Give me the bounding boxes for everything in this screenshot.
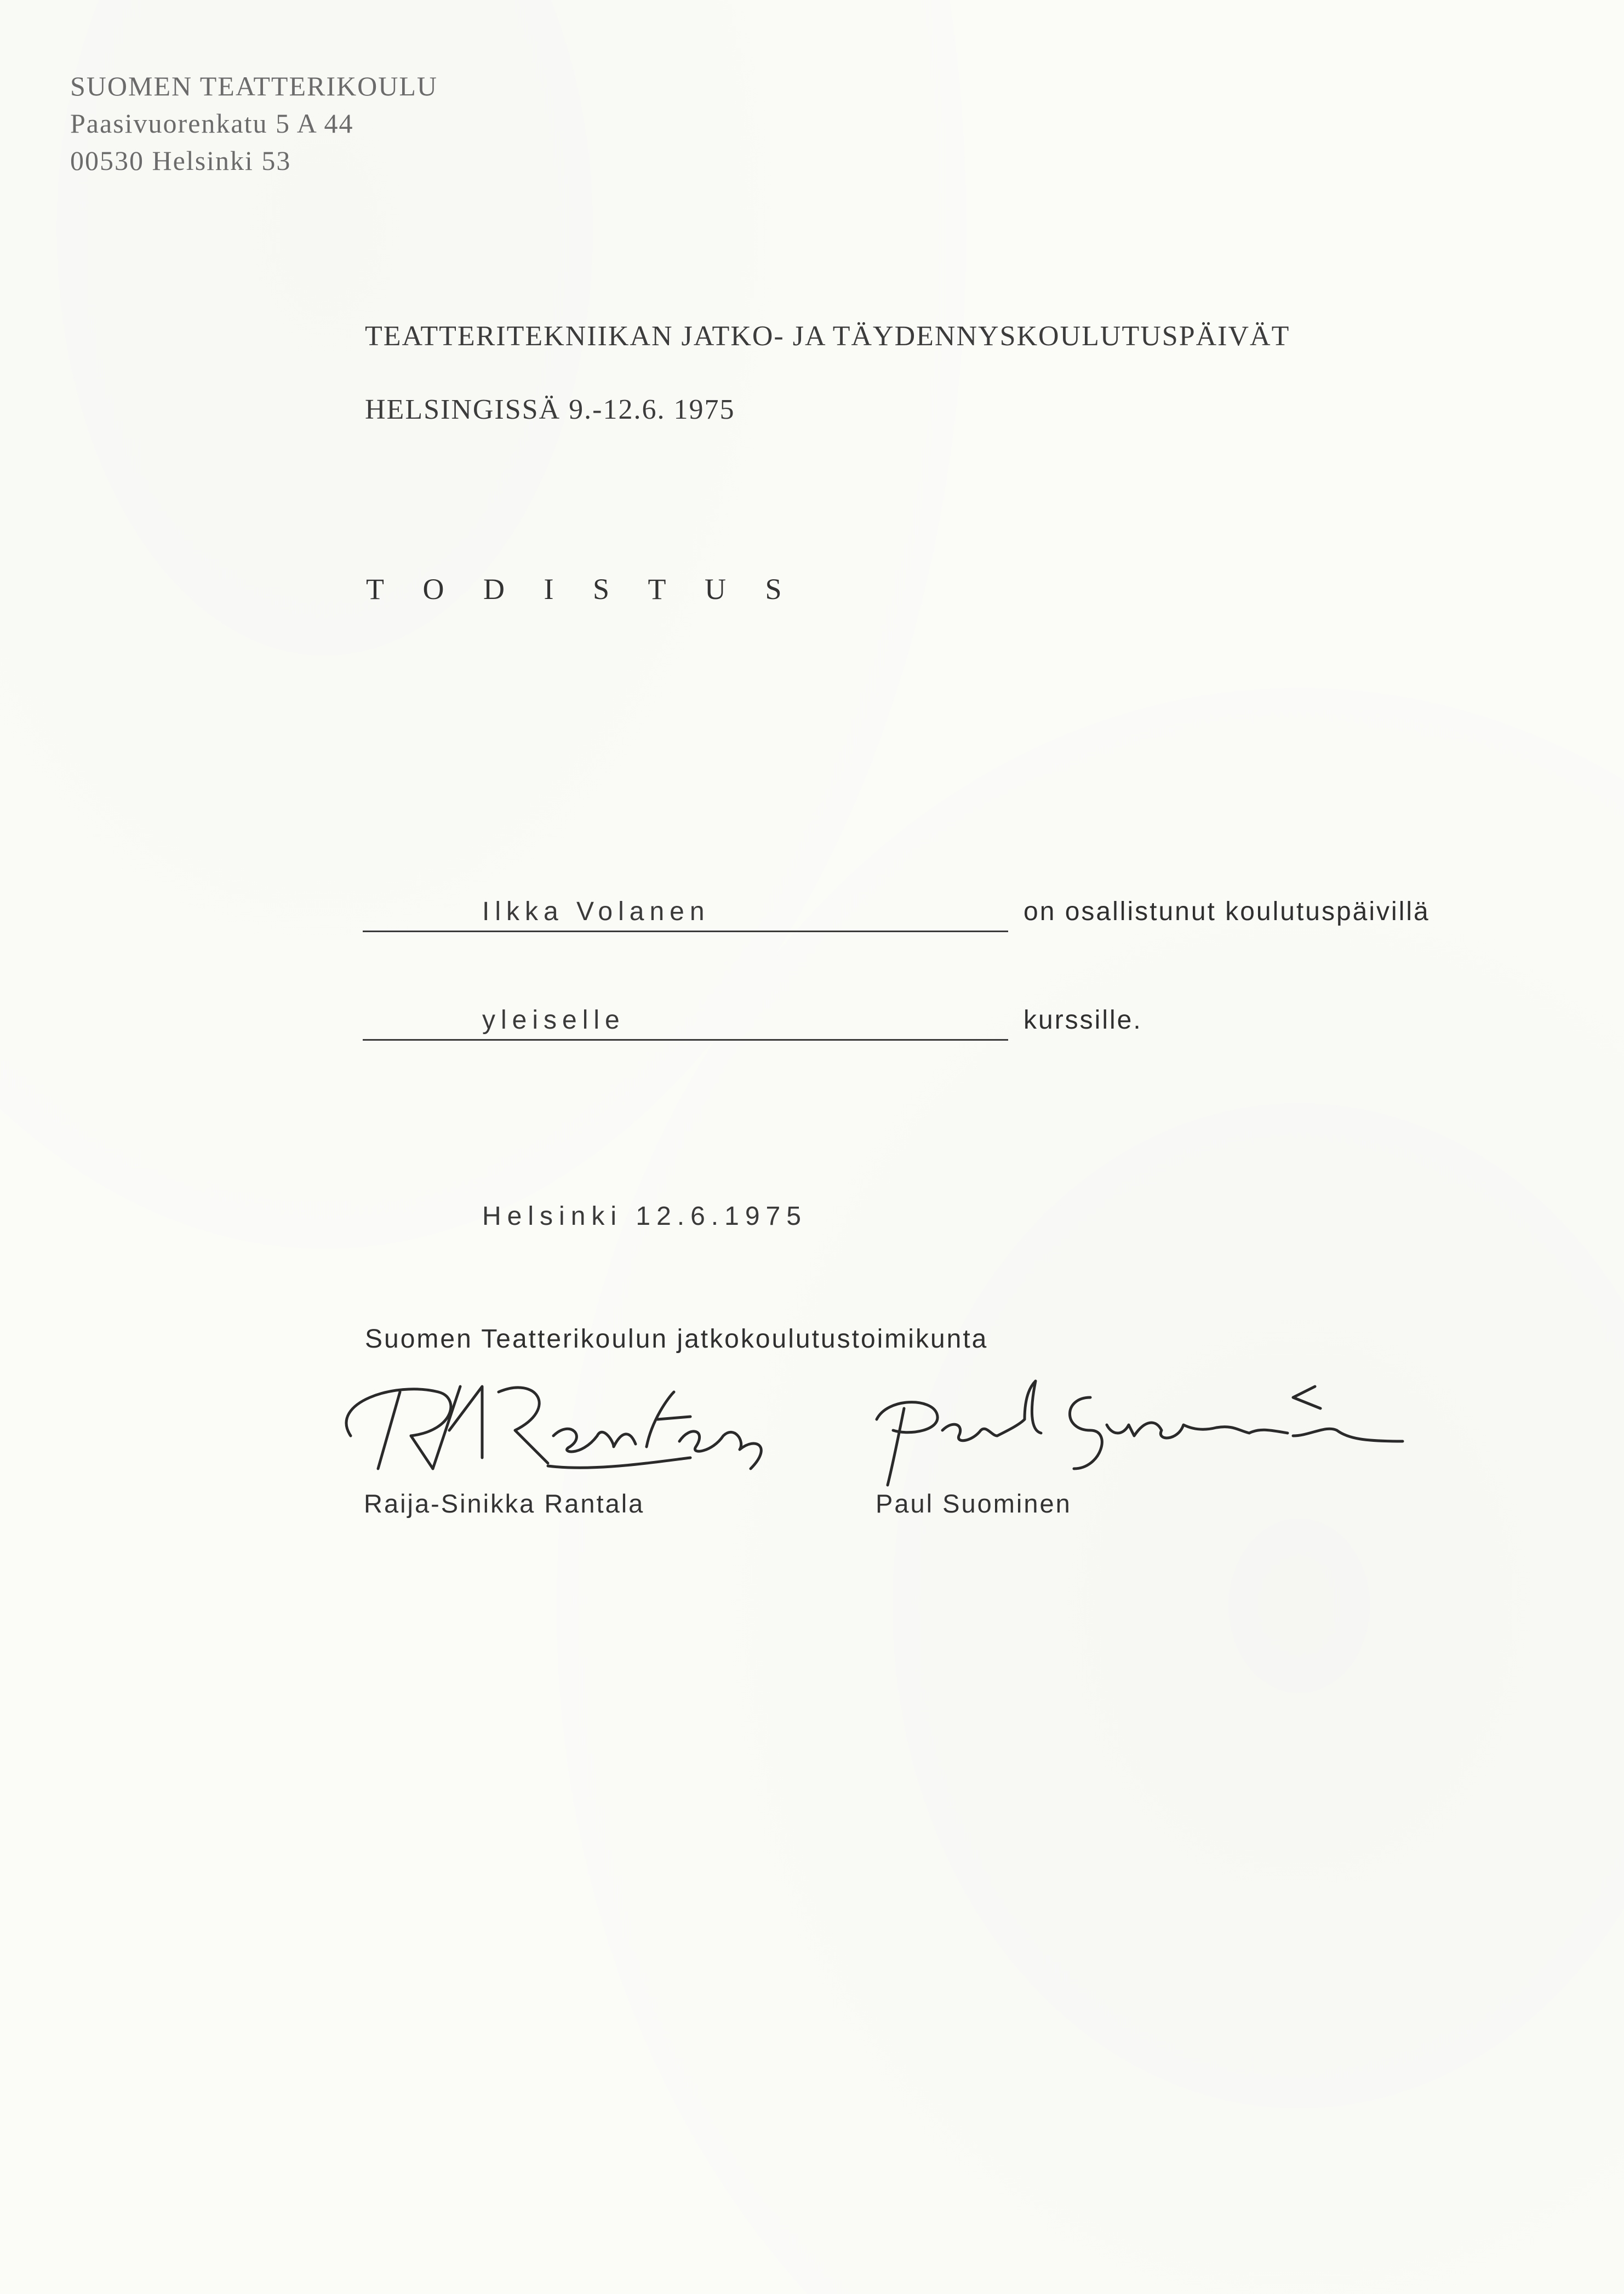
course-name: yleiselle	[482, 1006, 625, 1035]
letterhead-school-name: SUOMEN TEATTERIKOULU	[70, 71, 438, 101]
letterhead-postal-address: 00530 Helsinki 53	[70, 145, 291, 176]
letterhead-street-address: Paasivuorenkatu 5 A 44	[70, 108, 354, 139]
document-title: T O D I S T U S	[366, 573, 790, 606]
signature-suominen	[855, 1365, 1457, 1485]
course-suffix-text: kurssille.	[1023, 1006, 1142, 1035]
signature-rantala	[318, 1370, 855, 1480]
issue-place-date: Helsinki 12.6.1975	[482, 1202, 807, 1231]
participated-text: on osallistunut koulutuspäivillä	[1023, 897, 1430, 926]
committee-name: Suomen Teatterikoulun jatkokoulutustoimikunta	[365, 1325, 988, 1354]
participant-name: Ilkka Volanen	[482, 897, 710, 926]
signatory-name-suominen: Paul Suominen	[876, 1489, 1072, 1518]
course-name-underline	[363, 1039, 1008, 1041]
event-title: TEATTERITEKNIIKAN JATKO- JA TÄYDENNYSKOULUTUSPÄIVÄT	[365, 321, 1290, 352]
participant-name-underline	[363, 931, 1008, 932]
signatory-name-rantala: Raija-Sinikka Rantala	[364, 1489, 645, 1518]
event-place-date: HELSINGISSÄ 9.-12.6. 1975	[365, 394, 735, 425]
